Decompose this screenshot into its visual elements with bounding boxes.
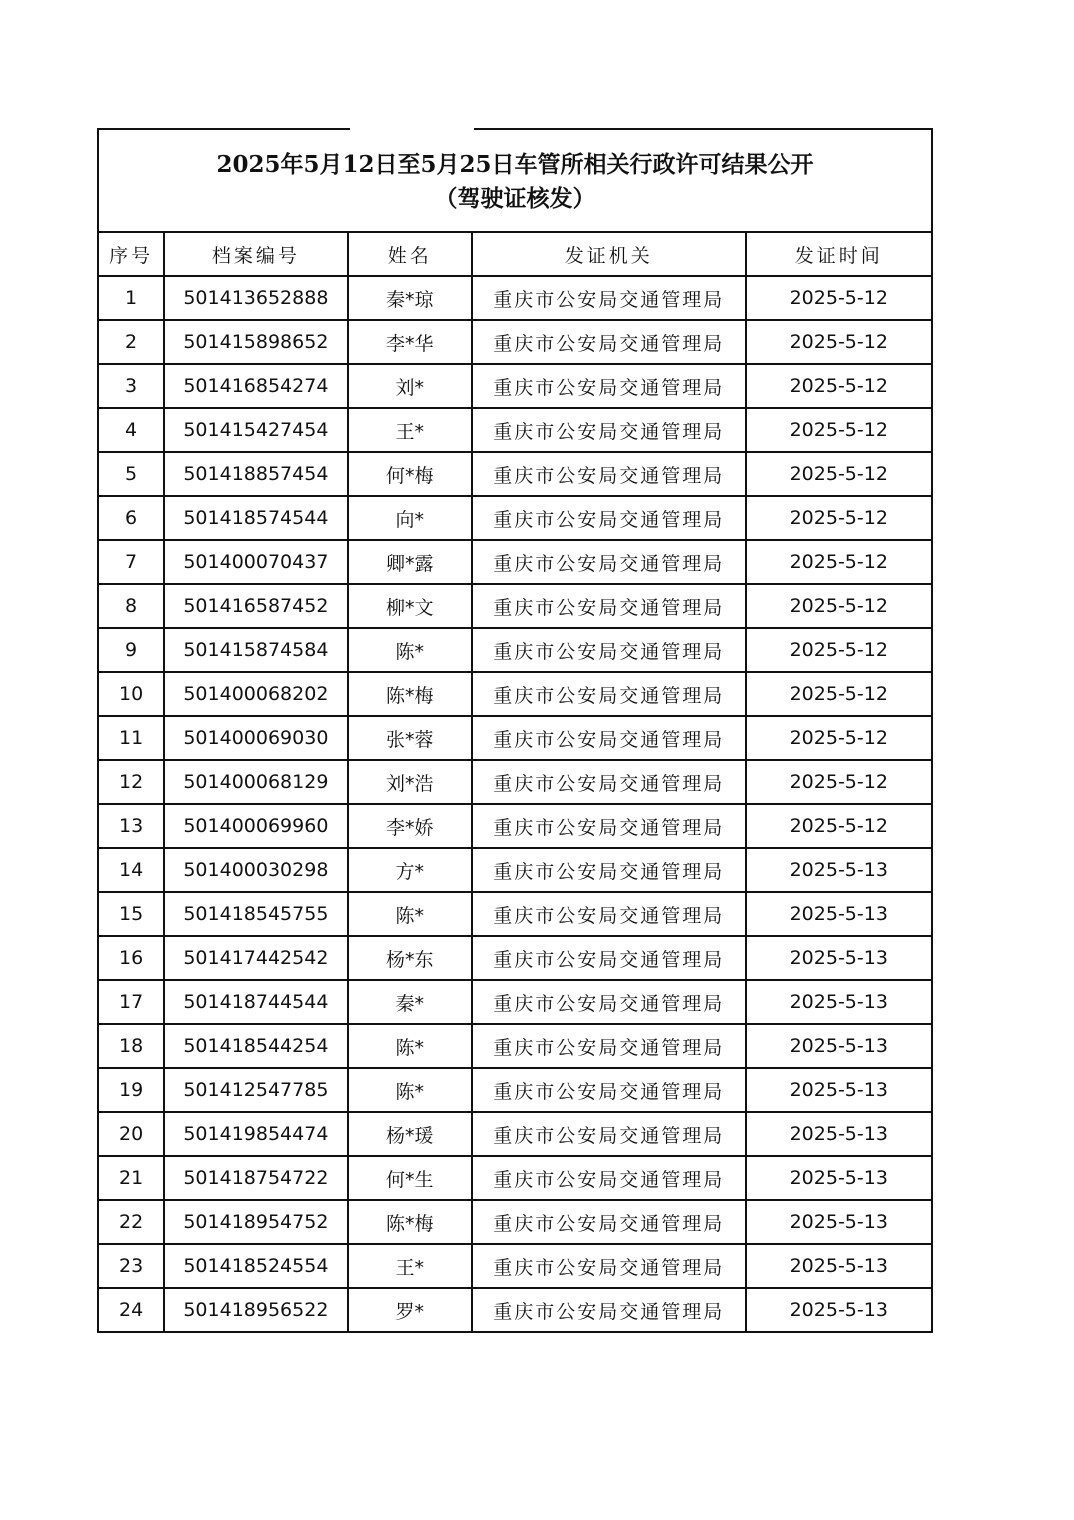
cell-issuing-authority: 重庆市公安局交通管理局: [472, 452, 746, 496]
cell-index: 4: [98, 408, 164, 452]
table-row: [98, 584, 932, 628]
cell-file-number: 501418545755: [164, 892, 347, 936]
cell-index: 11: [98, 716, 164, 760]
table-row: [98, 1288, 932, 1332]
cell-issuing-authority: 重庆市公安局交通管理局: [472, 1156, 746, 1200]
cell-file-number: 501412547785: [164, 1068, 347, 1112]
table-row: [98, 760, 932, 804]
cell-index: 9: [98, 628, 164, 672]
cell-name: 何*梅: [348, 452, 472, 496]
cell-file-number: 501418744544: [164, 980, 347, 1024]
license-table: [97, 231, 933, 1333]
cell-name: 张*蓉: [348, 716, 472, 760]
cell-file-number: 501400069960: [164, 804, 347, 848]
cell-index: 10: [98, 672, 164, 716]
cell-issue-date: 2025-5-12: [746, 276, 932, 320]
cell-index: 3: [98, 364, 164, 408]
header-file-number: 档案编号: [164, 232, 347, 276]
cell-name: 陈*: [348, 628, 472, 672]
cell-name: 陈*: [348, 1024, 472, 1068]
cell-name: 李*娇: [348, 804, 472, 848]
cell-file-number: 501400068129: [164, 760, 347, 804]
cell-index: 20: [98, 1112, 164, 1156]
cell-index: 15: [98, 892, 164, 936]
cell-issuing-authority: 重庆市公安局交通管理局: [472, 936, 746, 980]
top-border-right: [474, 128, 933, 130]
cell-file-number: 501413652888: [164, 276, 347, 320]
table-row: [98, 364, 932, 408]
cell-file-number: 501418544254: [164, 1024, 347, 1068]
table-row: [98, 848, 932, 892]
table-header-row: [98, 232, 932, 276]
cell-index: 1: [98, 276, 164, 320]
table-row: [98, 408, 932, 452]
cell-file-number: 501418524554: [164, 1244, 347, 1288]
cell-name: 方*: [348, 848, 472, 892]
cell-file-number: 501419854474: [164, 1112, 347, 1156]
cell-index: 19: [98, 1068, 164, 1112]
table-row: [98, 1112, 932, 1156]
cell-issue-date: 2025-5-12: [746, 540, 932, 584]
table-row: [98, 540, 932, 584]
table-row: [98, 452, 932, 496]
cell-issue-date: 2025-5-13: [746, 1244, 932, 1288]
cell-name: 罗*: [348, 1288, 472, 1332]
table-row: [98, 276, 932, 320]
header-index: 序号: [98, 232, 164, 276]
table-row: [98, 1244, 932, 1288]
cell-index: 21: [98, 1156, 164, 1200]
cell-name: 卿*露: [348, 540, 472, 584]
cell-issue-date: 2025-5-12: [746, 408, 932, 452]
cell-name: 陈*: [348, 892, 472, 936]
cell-issue-date: 2025-5-13: [746, 980, 932, 1024]
cell-issue-date: 2025-5-13: [746, 848, 932, 892]
cell-issuing-authority: 重庆市公安局交通管理局: [472, 672, 746, 716]
table-row: [98, 936, 932, 980]
cell-issue-date: 2025-5-12: [746, 804, 932, 848]
cell-file-number: 501400070437: [164, 540, 347, 584]
document-sheet: [97, 128, 933, 1333]
table-row: [98, 716, 932, 760]
cell-issue-date: 2025-5-12: [746, 716, 932, 760]
cell-file-number: 501400069030: [164, 716, 347, 760]
cell-name: 秦*: [348, 980, 472, 1024]
cell-index: 6: [98, 496, 164, 540]
cell-name: 刘*浩: [348, 760, 472, 804]
cell-name: 刘*: [348, 364, 472, 408]
cell-issuing-authority: 重庆市公安局交通管理局: [472, 320, 746, 364]
cell-issuing-authority: 重庆市公安局交通管理局: [472, 892, 746, 936]
cell-issue-date: 2025-5-12: [746, 628, 932, 672]
header-issuing-authority: 发证机关: [472, 232, 746, 276]
cell-index: 5: [98, 452, 164, 496]
cell-file-number: 501418574544: [164, 496, 347, 540]
cell-index: 17: [98, 980, 164, 1024]
top-border-left: [97, 128, 350, 130]
cell-index: 2: [98, 320, 164, 364]
cell-index: 16: [98, 936, 164, 980]
table-row: [98, 320, 932, 364]
cell-name: 王*: [348, 408, 472, 452]
table-row: [98, 1156, 932, 1200]
cell-file-number: 501418956522: [164, 1288, 347, 1332]
cell-issue-date: 2025-5-12: [746, 760, 932, 804]
document-title: 2025年5月12日至5月25日车管所相关行政许可结果公开: [216, 151, 814, 178]
cell-file-number: 501418954752: [164, 1200, 347, 1244]
cell-file-number: 501418857454: [164, 452, 347, 496]
table-row: [98, 980, 932, 1024]
table-row: [98, 1024, 932, 1068]
cell-file-number: 501416854274: [164, 364, 347, 408]
cell-issuing-authority: 重庆市公安局交通管理局: [472, 1112, 746, 1156]
cell-name: 陈*: [348, 1068, 472, 1112]
cell-issue-date: 2025-5-13: [746, 1112, 932, 1156]
cell-index: 23: [98, 1244, 164, 1288]
cell-file-number: 501417442542: [164, 936, 347, 980]
cell-issue-date: 2025-5-12: [746, 452, 932, 496]
cell-name: 柳*文: [348, 584, 472, 628]
cell-issuing-authority: 重庆市公安局交通管理局: [472, 760, 746, 804]
cell-issuing-authority: 重庆市公安局交通管理局: [472, 276, 746, 320]
cell-index: 12: [98, 760, 164, 804]
cell-issuing-authority: 重庆市公安局交通管理局: [472, 1200, 746, 1244]
cell-name: 王*: [348, 1244, 472, 1288]
cell-file-number: 501416587452: [164, 584, 347, 628]
cell-issuing-authority: 重庆市公安局交通管理局: [472, 408, 746, 452]
cell-issue-date: 2025-5-13: [746, 892, 932, 936]
cell-issue-date: 2025-5-13: [746, 1288, 932, 1332]
cell-name: 向*: [348, 496, 472, 540]
cell-issuing-authority: 重庆市公安局交通管理局: [472, 1068, 746, 1112]
cell-name: 杨*瑗: [348, 1112, 472, 1156]
cell-name: 秦*琼: [348, 276, 472, 320]
cell-issuing-authority: 重庆市公安局交通管理局: [472, 584, 746, 628]
cell-issue-date: 2025-5-12: [746, 672, 932, 716]
cell-issuing-authority: 重庆市公安局交通管理局: [472, 1288, 746, 1332]
title-box: [97, 128, 933, 231]
cell-issuing-authority: 重庆市公安局交通管理局: [472, 364, 746, 408]
cell-issue-date: 2025-5-12: [746, 364, 932, 408]
cell-index: 8: [98, 584, 164, 628]
cell-issue-date: 2025-5-13: [746, 1024, 932, 1068]
cell-file-number: 501418754722: [164, 1156, 347, 1200]
cell-index: 24: [98, 1288, 164, 1332]
cell-file-number: 501400030298: [164, 848, 347, 892]
table-row: [98, 1068, 932, 1112]
cell-name: 陈*梅: [348, 1200, 472, 1244]
cell-issue-date: 2025-5-12: [746, 496, 932, 540]
cell-name: 陈*梅: [348, 672, 472, 716]
cell-index: 14: [98, 848, 164, 892]
cell-name: 何*生: [348, 1156, 472, 1200]
cell-issue-date: 2025-5-13: [746, 936, 932, 980]
cell-name: 李*华: [348, 320, 472, 364]
cell-issuing-authority: 重庆市公安局交通管理局: [472, 628, 746, 672]
header-name: 姓名: [348, 232, 472, 276]
cell-index: 18: [98, 1024, 164, 1068]
table-row: [98, 1200, 932, 1244]
cell-name: 杨*东: [348, 936, 472, 980]
cell-issue-date: 2025-5-12: [746, 584, 932, 628]
cell-file-number: 501400068202: [164, 672, 347, 716]
cell-issue-date: 2025-5-12: [746, 320, 932, 364]
cell-issuing-authority: 重庆市公安局交通管理局: [472, 980, 746, 1024]
cell-file-number: 501415427454: [164, 408, 347, 452]
cell-issue-date: 2025-5-13: [746, 1068, 932, 1112]
table-row: [98, 892, 932, 936]
cell-file-number: 501415874584: [164, 628, 347, 672]
header-issue-date: 发证时间: [746, 232, 932, 276]
cell-issuing-authority: 重庆市公安局交通管理局: [472, 848, 746, 892]
cell-index: 22: [98, 1200, 164, 1244]
cell-issuing-authority: 重庆市公安局交通管理局: [472, 540, 746, 584]
table-row: [98, 672, 932, 716]
cell-issuing-authority: 重庆市公安局交通管理局: [472, 804, 746, 848]
cell-issuing-authority: 重庆市公安局交通管理局: [472, 1244, 746, 1288]
document-subtitle: （驾驶证核发）: [434, 185, 596, 212]
cell-issue-date: 2025-5-13: [746, 1156, 932, 1200]
cell-issuing-authority: 重庆市公安局交通管理局: [472, 716, 746, 760]
cell-issuing-authority: 重庆市公安局交通管理局: [472, 1024, 746, 1068]
table-row: [98, 804, 932, 848]
table-row: [98, 628, 932, 672]
cell-index: 7: [98, 540, 164, 584]
table-body: [98, 276, 932, 1332]
cell-file-number: 501415898652: [164, 320, 347, 364]
cell-index: 13: [98, 804, 164, 848]
cell-issuing-authority: 重庆市公安局交通管理局: [472, 496, 746, 540]
table-row: [98, 496, 932, 540]
cell-issue-date: 2025-5-13: [746, 1200, 932, 1244]
